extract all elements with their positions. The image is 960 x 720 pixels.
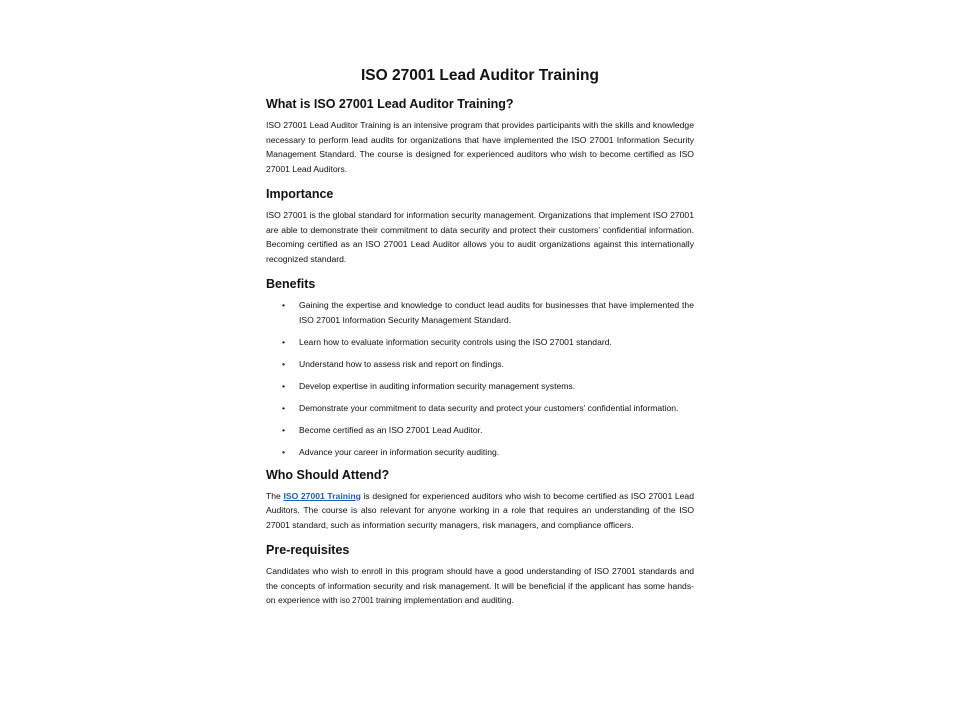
list-item-text: Learn how to evaluate information security controls using the ISO 27001 standard. (299, 336, 612, 347)
document-page (266, 66, 694, 619)
section-who-should-attend (266, 467, 694, 533)
section-prerequisites (266, 542, 694, 609)
section-what-is (266, 96, 694, 176)
section-body-prerequisites (266, 564, 694, 609)
list-item (266, 335, 694, 350)
section-heading-importance: Importance (266, 187, 334, 201)
list-item-text: Develop expertise in auditing information security management systems. (299, 380, 576, 391)
text-fragment: implementation and auditing. (401, 595, 514, 605)
section-importance (266, 186, 694, 266)
bullet-icon: • (282, 446, 286, 457)
bullet-icon: • (282, 336, 286, 347)
list-item (266, 379, 694, 394)
section-body-what-is: ISO 27001 Lead Auditor Training is an intensive program that provides participants with the skills and knowledge necessary to perform lead audits for organizations that have implemented the ISO 27001 Information Security Management Standard. The course is designed for experienced auditors who wish to become certified as ISO 27001 Lead Auditors. (266, 120, 694, 174)
list-item (266, 298, 694, 327)
bullet-icon: • (282, 402, 286, 413)
inline-keyword: iso 27001 training (340, 596, 402, 605)
text-fragment: Candidates who wish to enroll in this program should have a good understanding of ISO 27001 standards and the concepts of information security and risk management. It will be beneficial if the applicant has some hands-on experience with (266, 566, 694, 605)
list-item-text: Gaining the expertise and knowledge to conduct lead audits for businesses that have implemented the ISO 27001 Information Security Management Standard. (299, 300, 694, 325)
section-heading-prerequisites: Pre-requisites (266, 543, 350, 557)
list-item (266, 445, 694, 460)
section-heading-who-should-attend: Who Should Attend? (266, 467, 390, 482)
list-item (266, 357, 694, 372)
list-item-text: Become certified as an ISO 27001 Lead Auditor. (299, 424, 483, 435)
page-title: ISO 27001 Lead Auditor Training (360, 67, 599, 84)
section-heading-what-is: What is ISO 27001 Lead Auditor Training? (266, 97, 514, 111)
list-item-text: Advance your career in information security auditing. (299, 446, 500, 457)
section-benefits (266, 276, 694, 459)
list-item-text: Demonstrate your commitment to data security and protect your customers’ confidential information. (299, 402, 679, 413)
iso-training-link[interactable]: ISO 27001 Training (283, 490, 361, 501)
bullet-icon: • (282, 358, 286, 369)
section-body-who-should-attend (266, 489, 694, 533)
list-item-text: Understand how to assess risk and report on findings. (299, 358, 504, 369)
text-fragment: The (266, 490, 284, 501)
benefits-list (266, 298, 694, 459)
bullet-icon: • (282, 380, 286, 391)
bullet-icon: • (282, 300, 286, 310)
section-body-importance: ISO 27001 is the global standard for information security management. Organizations that implement ISO 27001 are able to demonstrate their commitment to data security and protect their customers’ confidential information. Becoming certified as an ISO 27001 Lead Auditor allows you to audit organizations against this internationally recognized standard. (266, 210, 694, 264)
list-item (266, 401, 694, 416)
bullet-icon: • (282, 424, 286, 435)
list-item (266, 423, 694, 438)
section-heading-benefits: Benefits (266, 277, 316, 291)
text-fragment: is designed for experienced auditors who wish to become certified as ISO 27001 Lead Auditors. The course is also relevant for anyone working in a role that requires an understanding of the ISO 27001 standard, such as information security managers, risk managers, and compliance officers. (266, 490, 694, 530)
